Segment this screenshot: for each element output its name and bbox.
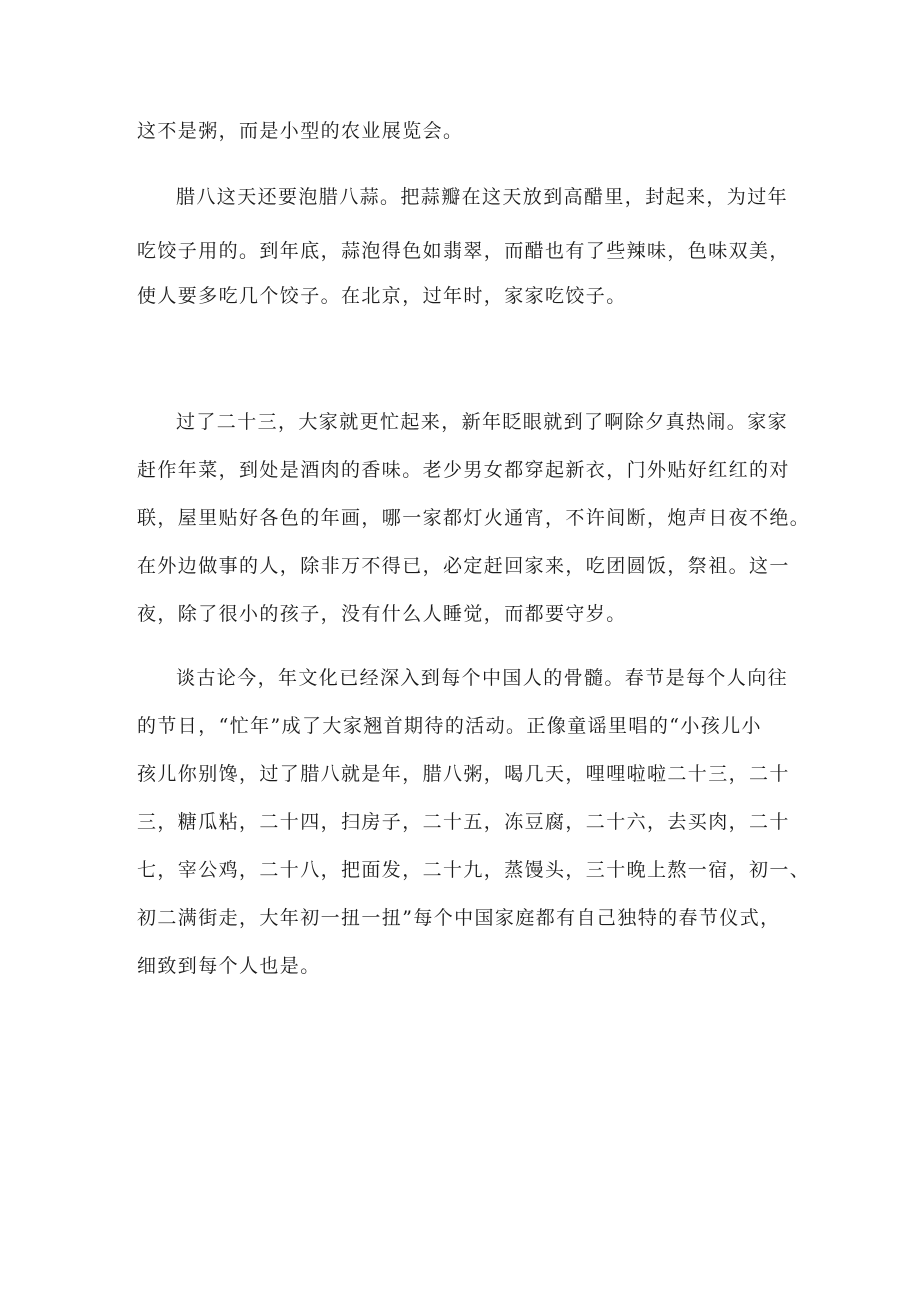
paragraph-4-line-7: 细致到每个人也是。 [137,955,321,977]
paragraph-4-line-5: 七，宰公鸡，二十八，把面发，二十九，蒸馒头，三十晚上熬一宿，初一、 [137,859,811,881]
paragraph-3-line-2: 赶作年菜，到处是酒肉的香味。老少男女都穿起新衣，门外贴好红红的对 [137,459,790,481]
paragraph-4-line-6: 初二满街走，大年初一扭一扭”每个中国家庭都有自己独特的春节仪式， [137,907,781,929]
paragraph-1-line-1: 这不是粥，而是小型的农业展览会。 [137,120,464,142]
paragraph-3-line-1: 过了二十三，大家就更忙起来，新年眨眼就到了啊除夕真热闹。家家 [176,411,789,433]
paragraph-2-line-1: 腊八这天还要泡腊八蒜。把蒜瓣在这天放到高醋里，封起来，为过年 [176,186,789,208]
paragraph-3-line-5: 夜，除了很小的孩子，没有什么人睡觉，而都要守岁。 [137,603,627,625]
paragraph-4-line-2: 的节日，“忙年”成了大家翘首期待的活动。正像童谣里唱的“小孩儿小 [137,715,762,737]
paragraph-2-line-2: 吃饺子用的。到年底，蒜泡得色如翡翠，而醋也有了些辣味，色味双美， [137,240,790,262]
paragraph-3-line-4: 在外边做事的人，除非万不得已，必定赶回家来，吃团圆饭，祭祖。这一 [137,555,790,577]
paragraph-4-line-4: 三，糖瓜粘，二十四，扫房子，二十五，冻豆腐，二十六，去买肉，二十 [137,811,790,833]
paragraph-3-line-3: 联，屋里贴好各色的年画，哪一家都灯火通宵，不许间断，炮声日夜不绝。 [137,507,811,529]
paragraph-4-line-3: 孩儿你别馋，过了腊八就是年，腊八粥，喝几天，哩哩啦啦二十三，二十 [137,763,790,785]
paragraph-4-line-1: 谈古论今，年文化已经深入到每个中国人的骨髓。春节是每个人向往 [176,667,789,689]
paragraph-2-line-3: 使人要多吃几个饺子。在北京，过年时，家家吃饺子。 [137,285,627,307]
